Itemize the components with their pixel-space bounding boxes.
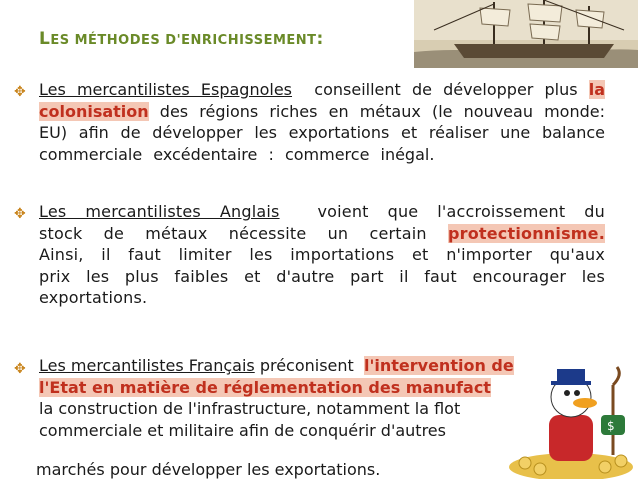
paragraph-spanish: Les mercantilistes Espagnoles conseillent de développer plus la colonisation des régions riches en métaux (le nouveau monde: EU) afin de développer les exportations et réaliser une balance commerciale excédentaire : commerce inégal. [39,80,605,164]
bullet-icon: ✥ [14,84,26,100]
highlight-colonisation: la colonisation [39,80,605,121]
paragraph-french-last-line: marchés pour développer les exportations. [36,460,381,479]
bullet-icon: ✥ [14,361,26,377]
slide-title: LES MÉTHODES D'ENRICHISSEMENT: [39,29,324,49]
highlight-protectionnisme: protectionnisme. [447,223,605,243]
highlight-reglementation: l'Etat en matière de réglementation des manufact [39,377,491,397]
lead-spanish: Les mercantilistes Espagnoles [39,80,293,99]
lead-french: Les mercantilistes Français [39,356,255,375]
bullet-icon: ✥ [14,206,26,222]
scrooge-cartoon-image [505,345,638,479]
lead-english: Les mercantilistes Anglais [39,202,280,221]
paragraph-french: Les mercantilistes Français préconisent l'intervention de l'Etat en matière de réglementation des manufact la construction de l'infrastructure, notamment la flot commerciale et militaire afin de conquérir d'autres [39,356,514,440]
paragraph-english: Les mercantilistes Anglais voient que l'accroissement du stock de métaux nécessite un certain protectionnisme. Ainsi, il faut limiter les importations et n'importer qu'aux prix les plus faibles et d'autre part il faut encourager les exportations. [39,202,605,307]
sailing-ship-image [414,0,638,68]
highlight-intervention: l'intervention de [364,356,514,375]
svg-text:$: $ [607,419,615,433]
